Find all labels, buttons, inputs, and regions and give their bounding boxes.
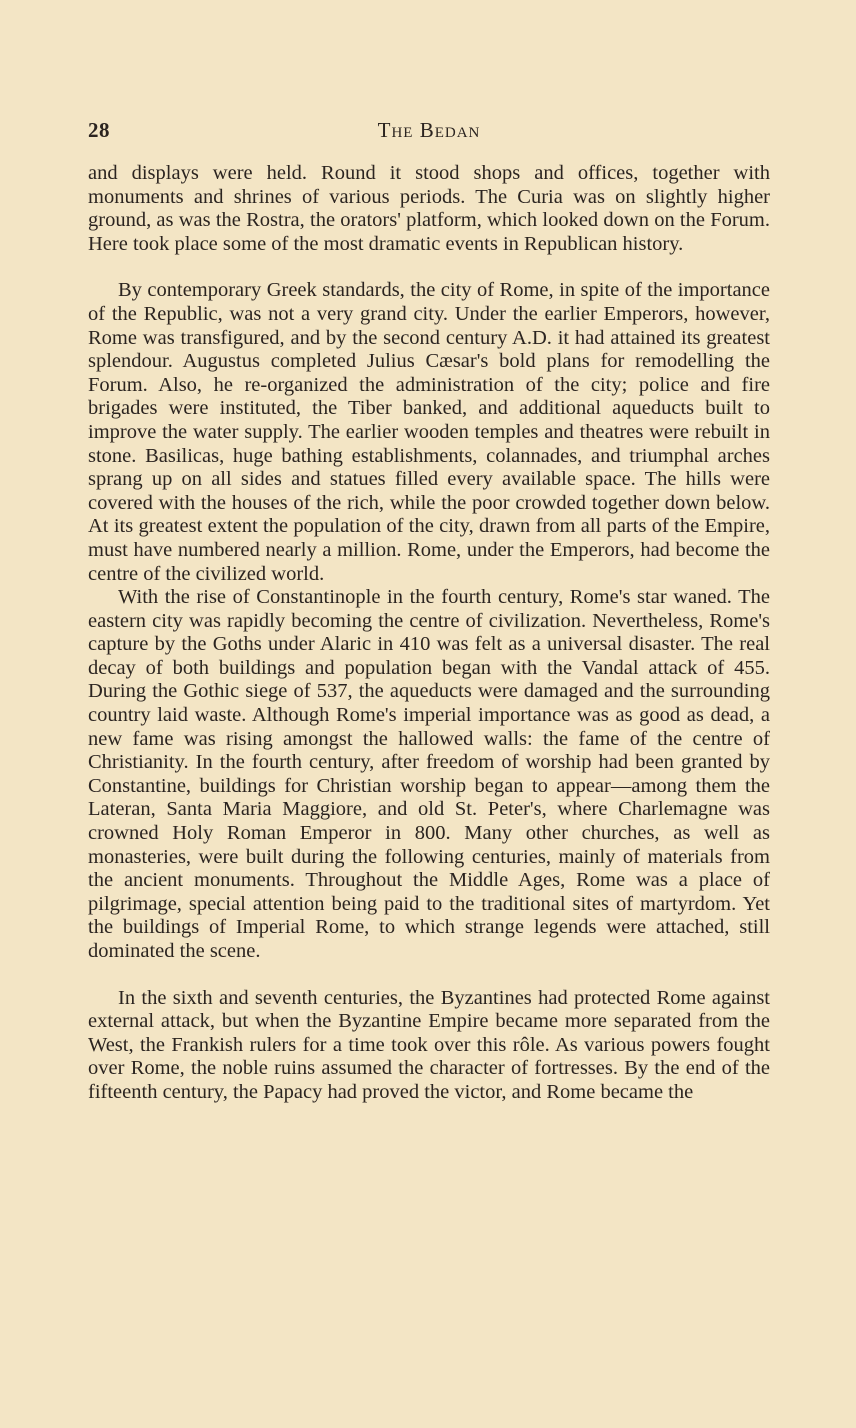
- body-text: [88, 162, 770, 1105]
- paragraph-1: and displays were held. Round it stood shops and offices, together with monuments and shrines of various periods. The Curia was on slightly higher ground, as was the Rostra, the orators' platform, which looked down on the Forum. Here took place some of the most dramatic events in Republican history.: [88, 162, 770, 255]
- paragraph-3: With the rise of Constantinople in the fourth century, Rome's star waned. The eastern city was rapidly becoming the centre of civilization. Nevertheless, Rome's capture by the Goths under Alaric in 410 was felt as a universal disaster. The real decay of both buildings and population began with the Vandal attack of 455. During the Gothic siege of 537, the aqueducts were damaged and the surrounding country laid waste. Although Rome's imperial importance was as good as dead, a new fame was rising amongst the hallowed walls: the fame of the centre of Christianity. In the fourth century, after freedom of worship had been granted by Constantine, buildings for Christian worship began to appear—among them the Lateran, Santa Maria Maggiore, and old St. Peter's, where Charlemagne was crowned Holy Roman Emperor in 800. Many other churches, as well as monasteries, were built during the following centuries, mainly of materials from the ancient monuments. Throughout the Middle Ages, Rome was a place of pilgrimage, special attention being paid to the traditional sites of martyrdom. Yet the buildings of Imperial Rome, to which strange legends were attached, still dominated the scene.: [88, 586, 770, 962]
- page-number: 28: [88, 118, 110, 142]
- paragraph-2: By contemporary Greek standards, the city of Rome, in spite of the importance of the Republic, was not a very grand city. Under the earlier Emperors, however, Rome was transfigured, and by the second century A.D. it had attained its greatest splendour. Augustus completed Julius Cæsar's bold plans for remodelling the Forum. Also, he re-organized the administration of the city; police and fire brigades were instituted, the Tiber banked, and additional aqueducts built to improve the water supply. The earlier wooden temples and theatres were rebuilt in stone. Basilicas, huge bathing establishments, colannades, and triumphal arches sprang up on all sides and statues filled every available space. The hills were covered with the houses of the rich, while the poor crowded together down below. At its greatest extent the population of the city, drawn from all parts of the Empire, must have numbered nearly a million. Rome, under the Emperors, had become the centre of the civilized world.: [88, 279, 770, 585]
- journal-title: The Bedan: [377, 118, 481, 142]
- paragraph-4: In the sixth and seventh centuries, the Byzantines had protected Rome against external attack, but when the Byzantine Empire became more separated from the West, the Frankish rulers for a time took over this rôle. As various powers fought over Rome, the noble ruins assumed the character of fortresses. By the end of the fifteenth century, the Papacy had proved the victor, and Rome became the: [88, 986, 770, 1103]
- running-head: [88, 118, 770, 148]
